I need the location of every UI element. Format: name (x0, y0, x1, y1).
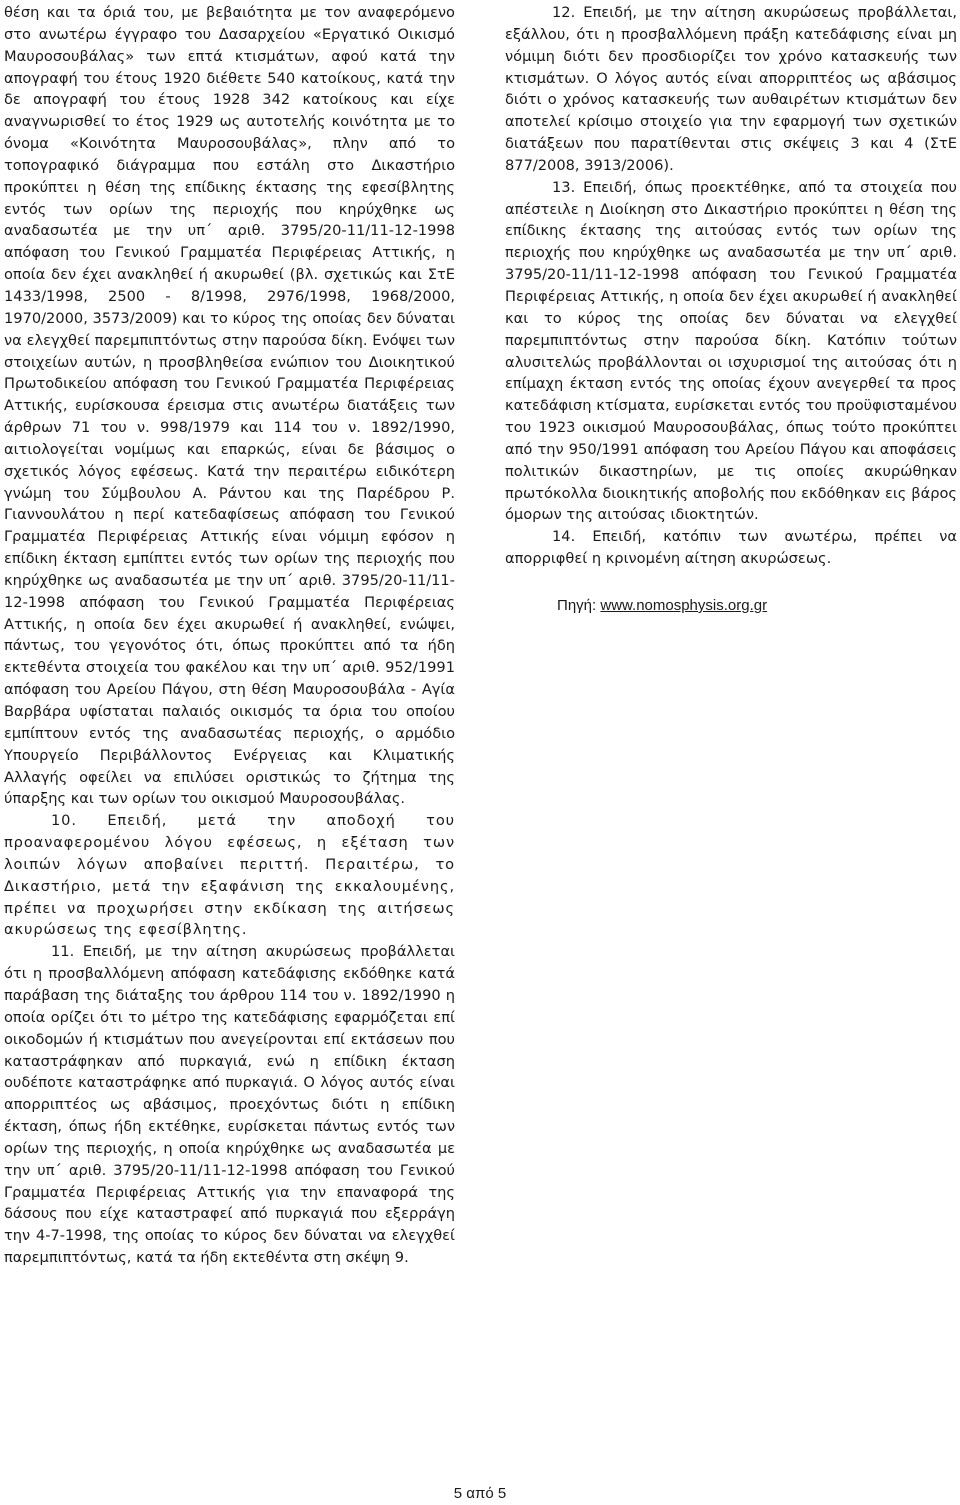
source-line (505, 595, 957, 617)
page-number: 5 από 5 (453, 1485, 507, 1502)
right-column (505, 2, 957, 617)
paragraph-11: 11. Επειδή, με την αίτηση ακυρώσεως προβάλλεται ότι η προσβαλλόμενη απόφαση κατεδάφισης εκδόθηκε κατά παράβαση της διάταξης του άρθρου 114 του ν. 1892/1990 η οποία ορίζει ότι το μέτρο της κατεδάφισης εφαρμόζεται επί οικοδομών ή κτισμάτων που ανεγείρονται επί εκτάσεων που καταστράφηκαν από πυρκαγιά, ενώ η επίδικη έκταση ουδέποτε καταστράφηκε από πυρκαγιά. Ο λόγος αυτός είναι απορριπτέος ως αβάσιμος, προεχόντως διότι η επίδικη έκταση, όπως ήδη εκτέθηκε, ευρίσκεται πάντως εντός των ορίων της περιοχής, η οποία κηρύχθηκε ως αναδασωτέα με την υπ΄ αριθ. 3795/20-11/11-12-1998 απόφαση του Γενικού Γραμματέα Περιφέρειας Αττικής για την επαναφορά της δάσους που είχε καταστραφεί από πυρκαγιά που εξερράγη την 4-7-1998, της οποίας το κύρος δεν δύναται να ελεγχθεί παρεμπιπτόντως, κατά τα ήδη εκτεθέντα στη σκέψη 9. (4, 943, 455, 1267)
left-column (4, 2, 455, 1269)
paragraph-13: 13. Επειδή, όπως προεκτέθηκε, από τα στοιχεία που απέστειλε η Διοίκηση στο Δικαστήριο προκύπτει η θέση της επίδικης έκτασης της αιτούσας εντός των ορίων της περιοχής που κηρύχθηκε ως αναδασωτέα με την υπ΄ αριθ. 3795/20-11/11-12-1998 απόφαση του Γενικού Γραμματέα Περιφέρειας Αττικής, η οποία δεν έχει ακυρωθεί ή ανακληθεί και το κύρος της οποίας δεν δύναται να ελεγχθεί παρεμπιπτόντως στην παρούσα δίκη. Κατόπιν τούτων αλυσιτελώς προβάλλονται οι ισχυρισμοί της αιτούσας ότι η επίμαχη έκταση εντός της οποίας έχουν ανεγερθεί τα προς κατεδάφιση κτίσματα, ευρίσκεται εντός του προϋφισταμένου του 1923 οικισμού Μαυροσουβάλας, όπως τούτο προκύπτει από την 950/1991 απόφαση του Αρείου Πάγου και αποφάσεις πολιτικών δικαστηρίων, με τις οποίες ακυρώθηκαν πρωτόκολλα διοικητικής αποβολής που εκδόθηκαν εις βάρος όμορων της αιτούσας ιδιοκτητών. (505, 178, 957, 524)
paragraph-12: 12. Επειδή, με την αίτηση ακυρώσεως προβάλλεται, εξάλλου, ότι η προσβαλλόμενη πράξη κατεδάφισης είναι μη νόμιμη διότι δεν προσδιορίζει τον χρόνο κατασκευής των κτισμάτων. Ο λόγος αυτός είναι απορριπτέος ως αβάσιμος διότι ο χρόνος κατασκευής των αυθαιρέτων κτισμάτων δεν αποτελεί κρίσιμο στοιχείο για την εφαρμογή των σχετικών διατάξεων που παρατίθενται στις σκέψεις 3 και 4 (ΣτΕ 877/2008, 3913/2006). (505, 4, 957, 174)
source-label: Πηγή: (557, 596, 597, 614)
paragraph-10: 10. Επειδή, μετά την αποδοχή του προαναφερομένου λόγου εφέσεως, η εξέταση των λοιπών λόγων αποβαίνει περιττή. Περαιτέρω, το Δικαστήριο, μετά την εξαφάνιση της εκκαλουμένης, πρέπει να προχωρήσει στην εκδίκαση της αιτήσεως ακυρώσεως της εφεσίβλητης. (4, 812, 455, 939)
paragraph-14: 14. Επειδή, κατόπιν των ανωτέρω, πρέπει να απορριφθεί η κρινομένη αίτηση ακυρώσεως. (505, 528, 957, 568)
paragraph-9-continuation: θέση και τα όριά του, με βεβαιότητα με τον αναφερόμενο στο ανωτέρω έγγραφο του Δασαρχείου «Εργατικό Οικισμό Μαυροσουβάλας» των επτά κτισμάτων, αφού κατά την απογραφή του έτους 1920 διέθετε 540 κατοίκους, κατά την δε απογραφή του έτους 1928 342 κατοίκους και είχε αναγνωρισθεί το έτος 1929 ως αυτοτελής κοινότητα με το όνομα «Κοινότητα Μαυροσουβάλας», πλην από το τοπογραφικό διάγραμμα που εστάλη στο Δικαστήριο προκύπτει η θέση της επίδικης έκτασης της εφεσίβλητης εντός των ορίων της περιοχής που κηρύχθηκε ως αναδασωτέα με την υπ΄ αριθ. 3795/20-11/11-12-1998 απόφαση του Γενικού Γραμματέα Περιφέρειας Αττικής, η οποία δεν έχει ανακληθεί ή ακυρωθεί (βλ. σχετικώς και ΣτΕ 1433/1998, 2500 - 8/1998, 2976/1998, 1968/2000, 1970/2000, 3573/2009) και το κύρος της οποίας δεν δύναται να ελεγχθεί παρεμπιπτόντως στην παρούσα δίκη. Ενόψει των στοιχείων αυτών, η προσβληθείσα ενώπιον του Διοικητικού Πρωτοδικείου απόφαση του Γενικού Γραμματέα Περιφέρειας Αττικής, ευρίσκουσα έρεισμα στις ανωτέρω διατάξεις των άρθρων 71 του ν. 998/1979 και 114 του ν. 1892/1990, αιτιολογείται νομίμως και επαρκώς, είναι δε βάσιμος ο σχετικός λόγος εφέσεως. Κατά την περαιτέρω ειδικότερη γνώμη του Σύμβουλου Α. Ράντου και της Παρέδρου Ρ. Γιαννουλάτου η περί κατεδαφίσεως απόφαση του Γενικού Γραμματέα Περιφέρειας Αττικής είναι νόμιμη εφόσον η επίδικη έκταση εμπίπτει εντός των ορίων της περιοχής που κηρύχθηκε ως αναδασωτέα με την υπ΄ αριθ. 3795/20-11/11-12-1998 απόφαση του Γενικού Γραμματέα Περιφέρειας Αττικής, η οποία δεν έχει ακυρωθεί ή ανακληθεί, ενώψει, πάντως, του γεγονότος ότι, όπως προκύπτει από τα ήδη εκτεθέντα στοιχεία του φακέλου και την υπ΄ αριθ. 952/1991 απόφαση του Αρείου Πάγου, στη θέση Μαυροσουβάλα - Αγία Βαρβάρα υφίσταται παλαιός οικισμός τα όρια του οποίου εμπίπτουν εντός της αναδασωτέας περιοχής, ο αρμόδιο Υπουργείο Περιβάλλοντος Ενέργειας και Κλιματικής Αλλαγής οφείλει να επιλύσει οριστικώς το ζήτημα της ύπαρξης και των ορίων του οικισμού Μαυροσουβάλας. (4, 4, 455, 808)
source-link[interactable]: www.nomosphysis.org.gr (600, 596, 768, 614)
